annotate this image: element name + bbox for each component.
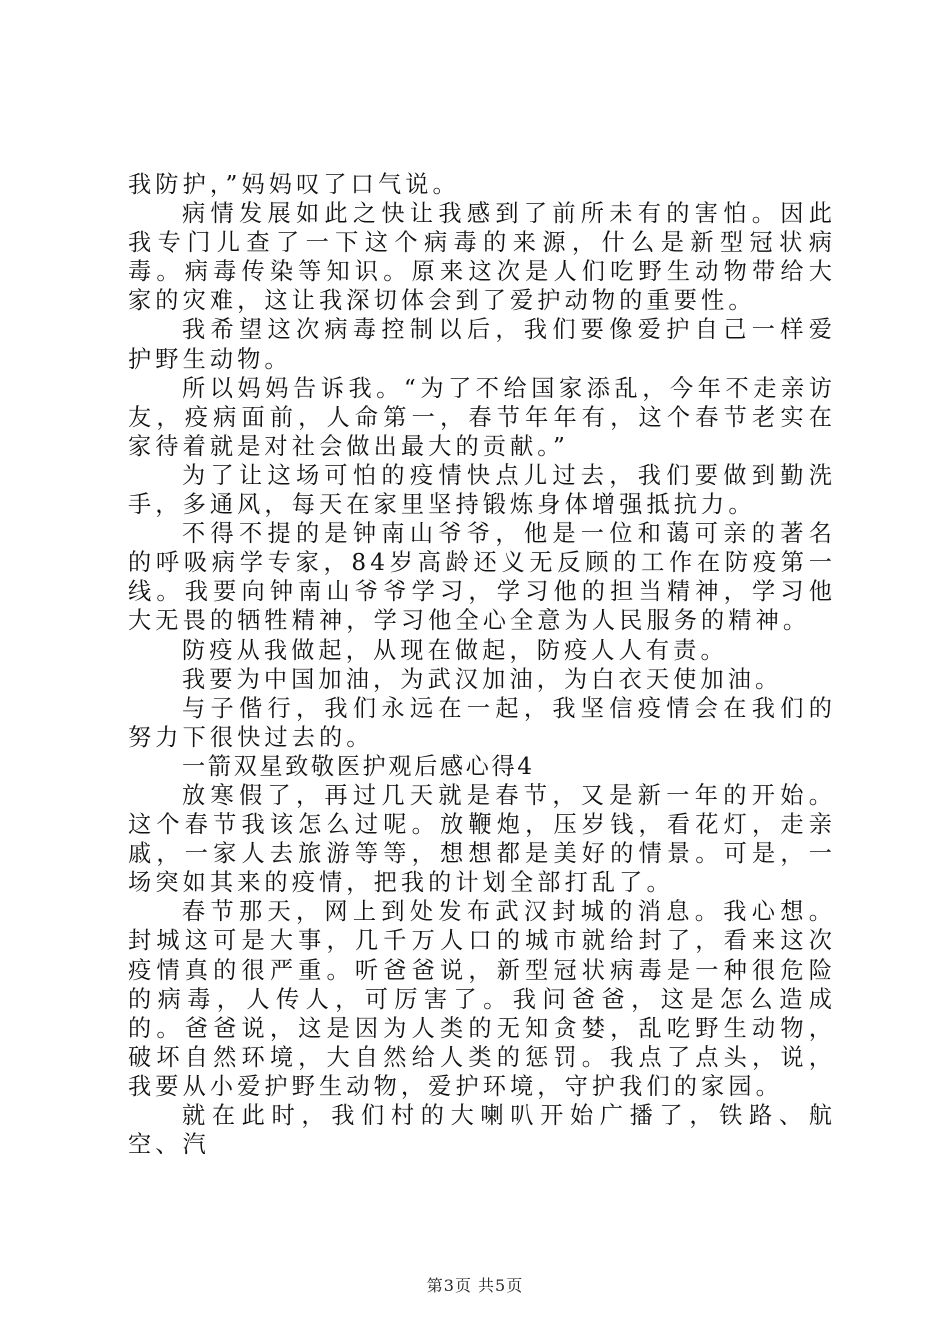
paragraph: 防疫从我做起，从现在做起，防疫人人有责。: [182, 636, 728, 664]
paragraph: 就在此时，我们村的大喇叭开始广播了，铁路、航空、汽: [128, 1102, 836, 1159]
paragraph: 不得不提的是钟南山爷爷，他是一位和蔼可亲的著名的呼吸病学专家，84岁高龄还义无反顾的工作在防疫第一线。我要向钟南山爷爷学习，学习他的担当精神，学习他大无畏的牺牲精神，学习他全心全意为人民服务的精神。: [128, 520, 836, 635]
paragraph: 我要为中国加油，为武汉加油，为白衣天使加油。: [182, 665, 783, 693]
section-title: 一箭双星致敬医护观后感心得4: [182, 752, 535, 780]
page-number-footer: 第3页 共5页: [426, 1276, 524, 1295]
document-body: [128, 170, 836, 1159]
paragraph: 我希望这次病毒控制以后，我们要像爱护自己一样爱护野生动物。: [128, 316, 836, 373]
paragraph: 为了让这场可怕的疫情快点儿过去，我们要做到勤洗手，多通风，每天在家里坚持锻炼身体增强抵抗力。: [128, 461, 836, 519]
paragraph: 放寒假了，再过几天就是春节，又是新一年的开始。这个春节我该怎么过呢。放鞭炮，压岁钱，看花灯，走亲戚，一家人去旅游等等，想想都是美好的情景。可是，一场突如其来的疫情，把我的计划全部打乱了。: [128, 781, 836, 897]
paragraph: 所以妈妈告诉我。“为了不给国家添乱，今年不走亲访友，疫病面前，人命第一，春节年年有，这个春节老实在家待着就是对社会做出最大的贡献。”: [128, 374, 836, 460]
paragraph-continued: 我防护，”妈妈叹了口气说。: [128, 171, 460, 198]
paragraph: 与子偕行，我们永远在一起，我坚信疫情会在我们的努力下很快过去的。: [128, 694, 836, 751]
paragraph: 春节那天，网上到处发布武汉封城的消息。我心想。封城这可是大事，几千万人口的城市就给封了，看来这次疫情真的很严重。听爸爸说，新型冠状病毒是一种很危险的病毒，人传人，可厉害了。我问爸爸，这是怎么造成的。爸爸说，这是因为人类的无知贪婪，乱吃野生动物，破坏自然环境，大自然给人类的惩罚。我点了点头，说，我要从小爱护野生动物，爱护环境，守护我们的家园。: [128, 898, 836, 1100]
paragraph: 病情发展如此之快让我感到了前所未有的害怕。因此我专门儿查了一下这个病毒的来源，什么是新型冠状病毒。病毒传染等知识。原来这次是人们吃野生动物带给大家的灾难，这让我深切体会到了爱护动物的重要性。: [128, 200, 836, 315]
